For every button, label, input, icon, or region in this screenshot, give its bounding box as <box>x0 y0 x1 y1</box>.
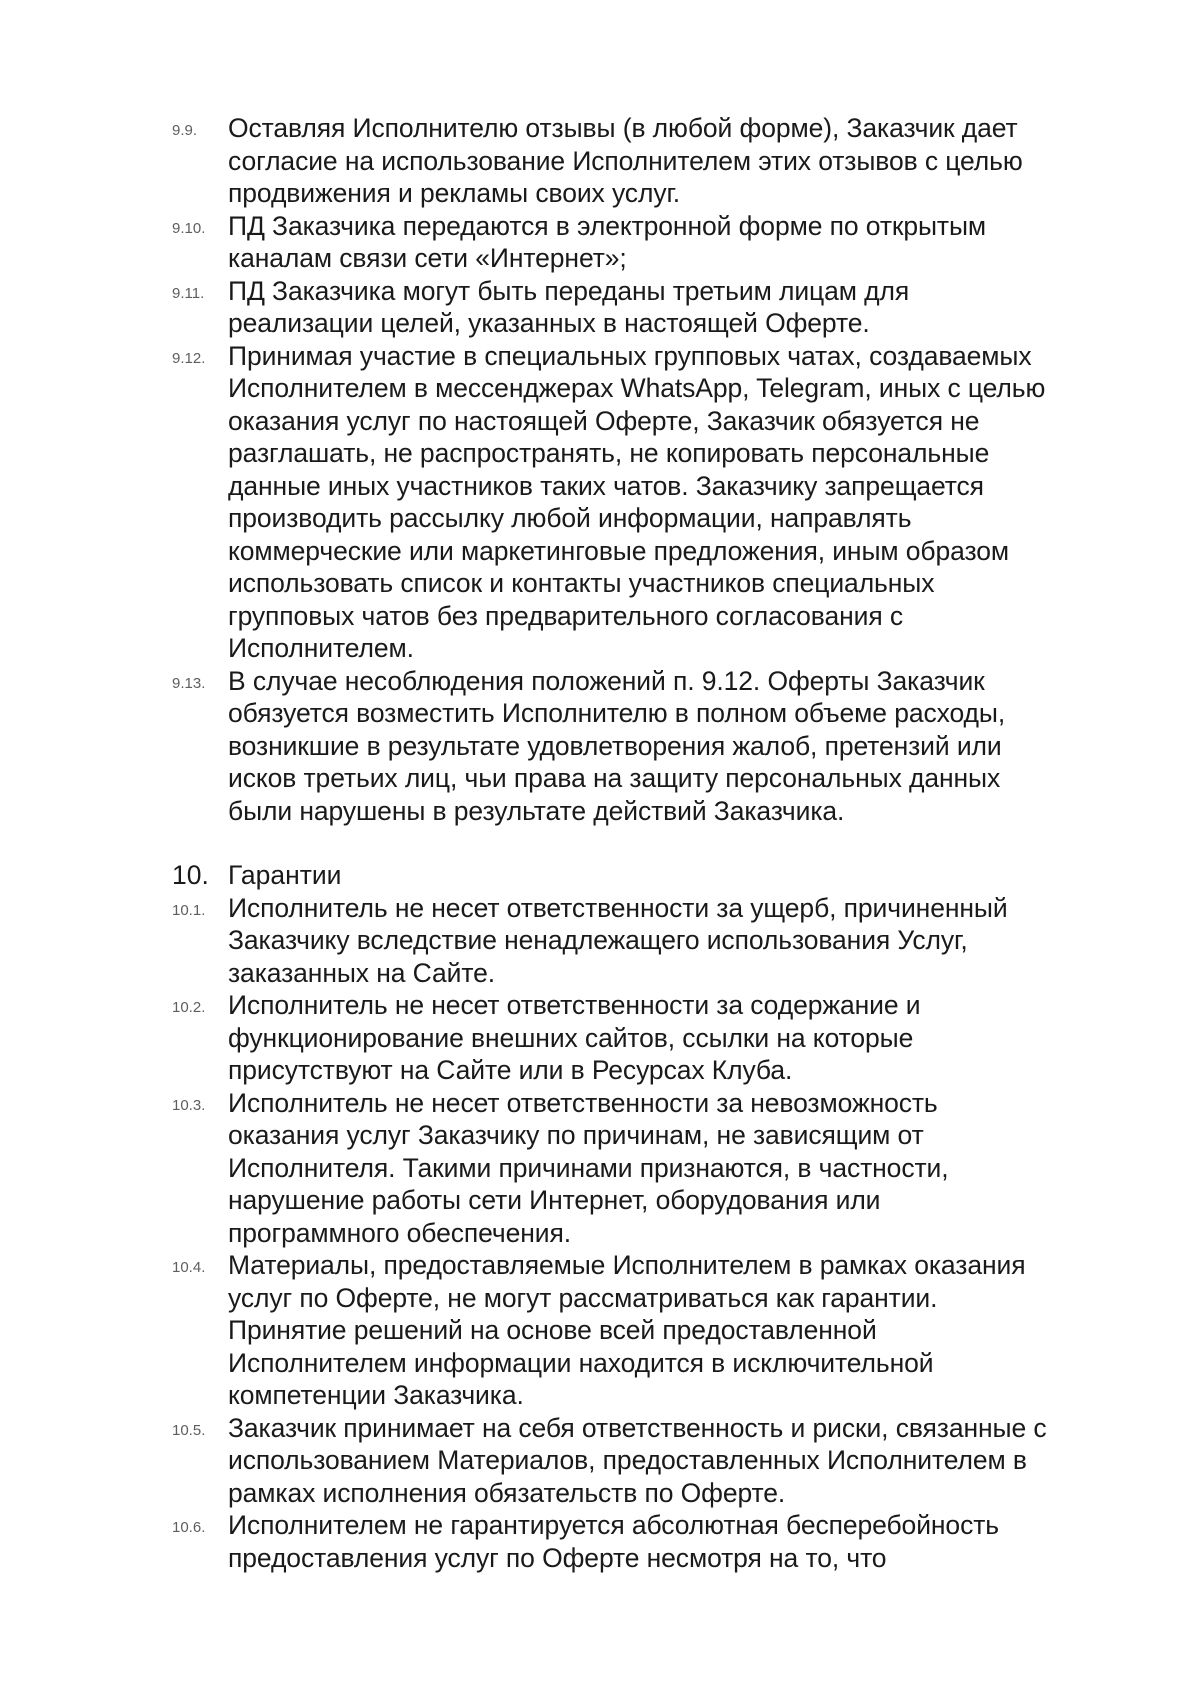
clause-item <box>170 892 1130 990</box>
clause-text-line: рамках исполнения обязательств по Оферте. <box>228 1477 786 1508</box>
clause-text-line: Исполнителем в мессенджерах WhatsApp, Telegram, иных с целью <box>228 373 1046 403</box>
clause-text-line: коммерческие или маркетинговые предложения, иным образом <box>228 535 1010 566</box>
clause-text-line: оказания услуг по настоящей Оферте, Заказчик обязуется не <box>228 405 980 436</box>
clause-text-line: групповых чатов без предварительного согласования с <box>228 600 904 631</box>
clause-text-line: нарушение работы сети Интернет, оборудования или <box>228 1185 881 1215</box>
clause-text-line: обязуется возместить Исполнителю в полном объеме расходы, <box>228 698 1006 728</box>
section-title: Гарантии <box>228 860 342 890</box>
clause-number: 10.3. <box>172 1096 206 1114</box>
clause-number: 10.1. <box>172 901 206 919</box>
clause-item <box>170 275 1130 340</box>
clause-text-line: Заказчик принимает на себя ответственность и риски, связанные с <box>228 1412 1047 1443</box>
clause-number: 9.9. <box>172 122 198 139</box>
clause-text-line: разглашать, не распространять, не копировать персональные <box>228 438 990 468</box>
clause-number: 9.11. <box>172 284 205 302</box>
clause-text-line: ПД Заказчика могут быть переданы третьим лицам для <box>228 275 910 306</box>
clause-text-line: ПД Заказчика передаются в электронной форме по открытым <box>228 210 987 241</box>
clause-text-line: Исполнителем информации находится в исключительной <box>228 1347 934 1378</box>
section-heading <box>170 859 1130 892</box>
clause-text-line: оказания услуг Заказчику по причинам, не зависящим от <box>228 1120 924 1150</box>
clause-text-line: использованием Материалов, предоставленных Исполнителем в <box>228 1445 1027 1475</box>
clause-item <box>170 1509 1130 1574</box>
clause-text-line: компетенции Заказчика. <box>228 1380 524 1410</box>
section-number: 10. <box>172 860 209 890</box>
clause-item <box>170 112 1130 210</box>
clause-text-line: Принимая участие в специальных групповых чатах, создаваемых <box>228 340 1032 371</box>
clause-text-line: программного обеспечения. <box>228 1217 571 1248</box>
clause-text-line: Оставляя Исполнителю отзывы (в любой форме), Заказчик дает <box>228 113 1018 143</box>
clause-item <box>170 340 1130 665</box>
clause-text-line: Заказчику вследствие ненадлежащего использования Услуг, <box>228 925 968 955</box>
clause-item <box>170 1249 1130 1412</box>
clause-number: 9.10. <box>172 219 206 237</box>
clause-text-line: предоставления услуг по Оферте несмотря на то, что <box>228 1542 887 1573</box>
clause-text-line: производить рассылку любой информации, направлять <box>228 503 912 533</box>
clause-text-line: данные иных участников таких чатов. Заказчику запрещается <box>228 470 984 501</box>
clause-text-line: присутствуют на Сайте или в Ресурсах Клуба. <box>228 1055 793 1085</box>
clause-item <box>170 1087 1130 1250</box>
clause-text-line: Исполнителя. Такими причинами признаются, в частности, <box>228 1152 949 1183</box>
clause-item <box>170 1412 1130 1510</box>
clause-item <box>170 210 1130 275</box>
clause-text-line: Исполнитель не несет ответственности за невозможность <box>228 1087 938 1118</box>
clause-text-line: продвижения и рекламы своих услуг. <box>228 178 681 208</box>
clause-item <box>170 989 1130 1087</box>
clause-text-line: возникшие в результате удовлетворения жалоб, претензий или <box>228 730 1002 761</box>
clause-number: 10.5. <box>172 1421 206 1439</box>
clause-text-line: Исполнителем. <box>228 633 414 663</box>
clause-text-line: Материалы, предоставляемые Исполнителем в рамках оказания <box>228 1250 1026 1280</box>
clause-text-line: Принятие решений на основе всей предоставленной <box>228 1315 877 1345</box>
clause-text-line: согласие на использование Исполнителем этих отзывов с целью <box>228 145 1023 176</box>
clause-text-line: В случае несоблюдения положений п. 9.12. Оферты Заказчик <box>228 665 985 696</box>
clause-text-line: исков третьих лиц, чьи права на защиту персональных данных <box>228 763 1001 793</box>
clause-text-line: были нарушены в результате действий Заказчика. <box>228 795 845 826</box>
clause-number: 10.2. <box>172 999 206 1016</box>
clause-text-line: Исполнитель не несет ответственности за содержание и <box>228 990 921 1020</box>
clause-text-line: реализации целей, указанных в настоящей Оферте. <box>228 308 870 338</box>
clause-text-line: заказанных на Сайте. <box>228 957 495 988</box>
clause-item <box>170 665 1130 828</box>
clause-number: 10.6. <box>172 1519 206 1536</box>
document-content <box>170 112 1130 1574</box>
clause-number: 10.4. <box>172 1259 206 1276</box>
clause-text-line: использовать список и контакты участников специальных <box>228 568 935 598</box>
section-10-list <box>170 892 1130 1575</box>
clause-number: 9.12. <box>172 349 206 367</box>
clause-text-line: каналам связи сети «Интернет»; <box>228 243 627 273</box>
clause-text-line: услуг по Оферте, не могут рассматриваться как гарантии. <box>228 1282 938 1313</box>
clause-text-line: функционирование внешних сайтов, ссылки на которые <box>228 1022 914 1053</box>
clause-number: 9.13. <box>172 674 206 692</box>
clause-text-line: Исполнитель не несет ответственности за ущерб, причиненный <box>228 892 1008 923</box>
clause-text-line: Исполнителем не гарантируется абсолютная бесперебойность <box>228 1510 999 1540</box>
section-9-list <box>170 112 1130 827</box>
